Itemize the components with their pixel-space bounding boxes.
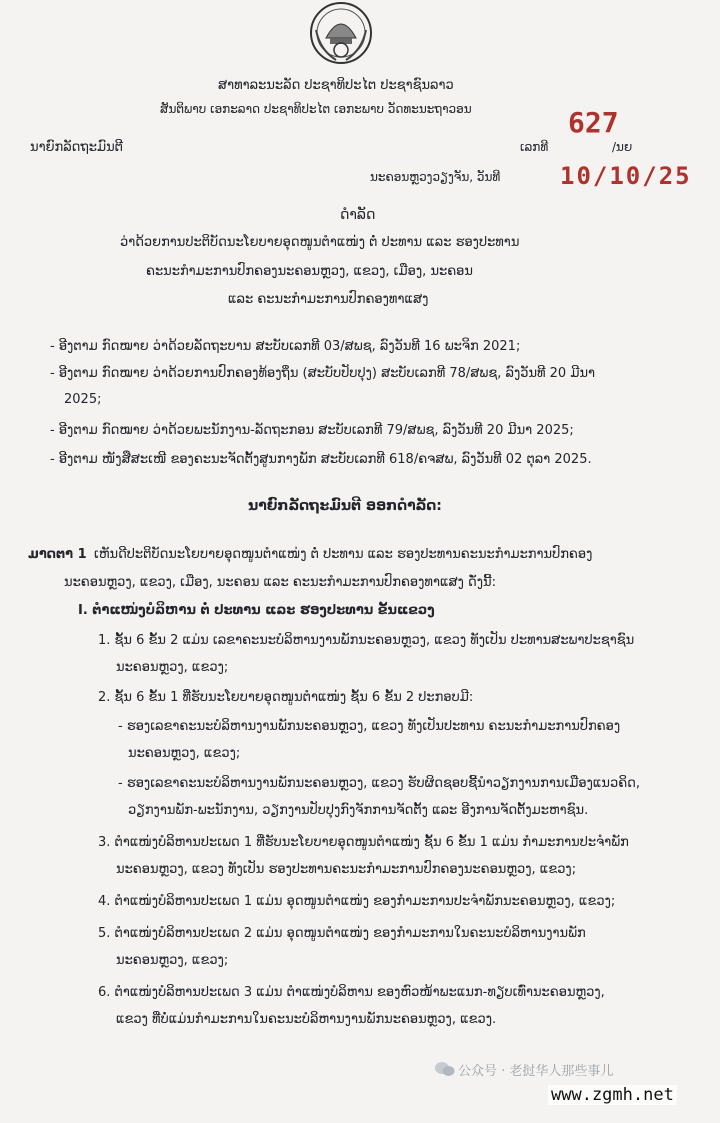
sub-item: - ຮອງເລຂາຄະນະບໍລິຫານງານພັກນະຄອນຫຼວງ, ແຂວງ ຮັບຜິດຊອບຊີ້ນຳວຽກງານການເມືອງແນວຄິດ, (118, 776, 640, 791)
list-item: 2. ຊັ້ນ 6 ຂັ້ນ 1 ທີ່ຮັບນະໂຍບາຍອຸດໜູນຕຳແໜ່ງ ຊັ້ນ 6 ຂັ້ນ 2 ປະກອບມີ: (98, 690, 474, 705)
document-number: 627 (568, 106, 619, 139)
article-1-text-cont: ນະຄອນຫຼວງ, ແຂວງ, ເມືອງ, ນະຄອນ ແລະ ຄະນະກຳມະການປົກຄອງທາແສງ ດັ່ງນີ້: (64, 575, 496, 590)
list-item-cont: ນະຄອນຫຼວງ, ແຂວງ ທັງເປັນ ຮອງປະທານຄະນະກຳມະການປົກຄອງນະຄອນຫຼວງ, ແຂວງ; (116, 862, 577, 877)
site-watermark: www.zgmh.net (548, 1085, 677, 1105)
sub-item-cont: ນະຄອນຫຼວງ, ແຂວງ; (128, 746, 241, 761)
sub-item-cont: ວຽກງານພັກ-ພະນັກງານ, ວຽກງານປັບປຸງກົງຈັກການຈັດຕັ້ງ ແລະ ອີງການຈັດຕັ້ງມະຫາຊົນ. (128, 803, 589, 818)
reference-4: - ອີງຕາມ ໜັງສືສະເໜີ ຂອງຄະນະຈັດຕັ້ງສູນກາງພັກ ສະບັບເລກທີ 618/ຄຈສພ, ລົງວັນທີ 02 ຕຸລາ 2025. (50, 452, 592, 467)
section-1-heading: I. ຕຳແໜ່ງບໍລິຫານ ຕໍ່ ປະທານ ແລະ ຮອງປະທານ ຂັ້ນແຂວງ (78, 603, 435, 618)
national-motto: ສັນຕິພາບ ເອກະລາດ ປະຊາທິປະໄຕ ເອກະພາບ ວັດທະນະຖາວອນ (160, 102, 472, 116)
list-item: 1. ຊັ້ນ 6 ຂັ້ນ 2 ແມ່ນ ເລຂາຄະນະບໍລິຫານງານພັກນະຄອນຫຼວງ, ແຂວງ ທັງເປັນ ປະທານສະພາປະຊາຊົນ (98, 633, 635, 648)
number-suffix: /ນຍ (612, 140, 633, 154)
wechat-watermark: 公众号 · 老挝华人那些事儿 (458, 1064, 614, 1079)
national-emblem-icon (306, 0, 376, 66)
title-line-3: ແລະ ຄະນະກຳມະການປົກຄອງທາແສງ (228, 292, 429, 307)
decree-heading: ນາຍົກລັດຖະມົນຕີ ອອກດຳລັດ: (248, 498, 442, 514)
document-date: 10/10/25 (560, 162, 692, 190)
reference-1: - ອີງຕາມ ກົດໝາຍ ວ່າດ້ວຍລັດຖະບານ ສະບັບເລກທີ 03/ສພຊ, ລົງວັນທີ 16 ພະຈິກ 2021; (50, 339, 521, 354)
number-label: ເລກທີ (520, 140, 549, 154)
wechat-icon (434, 1060, 456, 1078)
list-item-cont: ແຂວງ ທີ່ບໍ່ແມ່ນກຳມະການໃນຄະນະບໍລິຫານງານພັກນະຄອນຫຼວງ, ແຂວງ. (116, 1012, 497, 1027)
document-type: ດຳລັດ (340, 207, 376, 223)
list-item: 4. ຕຳແໜ່ງບໍລິຫານປະເພດ 1 ແມ່ນ ອຸດໜູນຕຳແໜ່ງ ຂອງກຳມະການປະຈຳພັກນະຄອນຫຼວງ, ແຂວງ; (98, 894, 616, 909)
list-item-cont: ນະຄອນຫຼວງ, ແຂວງ; (116, 660, 229, 675)
reference-2-cont: 2025; (64, 392, 102, 407)
article-1-label: ມາດຕາ 1 (28, 547, 87, 562)
country-name: ສາທາລະນະລັດ ປະຊາທິປະໄຕ ປະຊາຊົນລາວ (218, 78, 454, 93)
reference-3: - ອີງຕາມ ກົດໝາຍ ວ່າດ້ວຍພະນັກງານ-ລັດຖະກອນ ສະບັບເລກທີ 79/ສພຊ, ລົງວັນທີ 20 ມີນາ 2025; (50, 423, 574, 438)
title-line-1: ວ່າດ້ວຍການປະຕິບັດນະໂຍບາຍອຸດໜູນຕຳແໜ່ງ ຕໍ່ ປະທານ ແລະ ຮອງປະທານ (120, 235, 520, 250)
title-line-2: ຄະນະກຳມະການປົກຄອງນະຄອນຫຼວງ, ແຂວງ, ເມືອງ, ນະຄອນ (146, 264, 473, 279)
list-item: 5. ຕຳແໜ່ງບໍລິຫານປະເພດ 2 ແມ່ນ ອຸດໜູນຕຳແໜ່ງ ຂອງກຳມະການໃນຄະນະບໍລິຫານງານພັກ (98, 926, 586, 941)
list-item: 6. ຕຳແໜ່ງບໍລິຫານປະເພດ 3 ແມ່ນ ຕຳແໜ່ງບໍລິຫານ ຂອງຫົວໜ້າພະແນກ-ທຽບເທົ່ານະຄອນຫຼວງ, (98, 985, 605, 1000)
sub-item: - ຮອງເລຂາຄະນະບໍລິຫານງານພັກນະຄອນຫຼວງ, ແຂວງ ທັງເປັນປະທານ ຄະນະກຳມະການປົກຄອງ (118, 719, 621, 734)
issuing-office: ນາຍົກລັດຖະມົນຕີ (30, 140, 123, 155)
article-1-text: ເຫັນດີປະຕິບັດນະໂຍບາຍອຸດໜູນຕຳແໜ່ງ ຕໍ່ ປະທານ ແລະ ຮອງປະທານຄະນະກຳມະການປົກຄອງ (94, 547, 593, 562)
list-item: 3. ຕຳແໜ່ງບໍລິຫານປະເພດ 1 ທີ່ຮັບນະໂຍບາຍອຸດໜູນຕຳແໜ່ງ ຊັ້ນ 6 ຂັ້ນ 1 ແມ່ນ ກຳມະການປະຈຳພັກ (98, 835, 629, 850)
list-item-cont: ນະຄອນຫຼວງ, ແຂວງ; (116, 953, 229, 968)
date-label: ນະຄອນຫຼວງວຽງຈັນ, ວັນທີ (370, 170, 501, 184)
reference-2: - ອີງຕາມ ກົດໝາຍ ວ່າດ້ວຍການປົກຄອງທ້ອງຖິ່ນ (ສະບັບປັບປຸງ) ສະບັບເລກທີ 78/ສພຊ, ລົງວັນທີ 20 ມີນາ (50, 366, 596, 381)
